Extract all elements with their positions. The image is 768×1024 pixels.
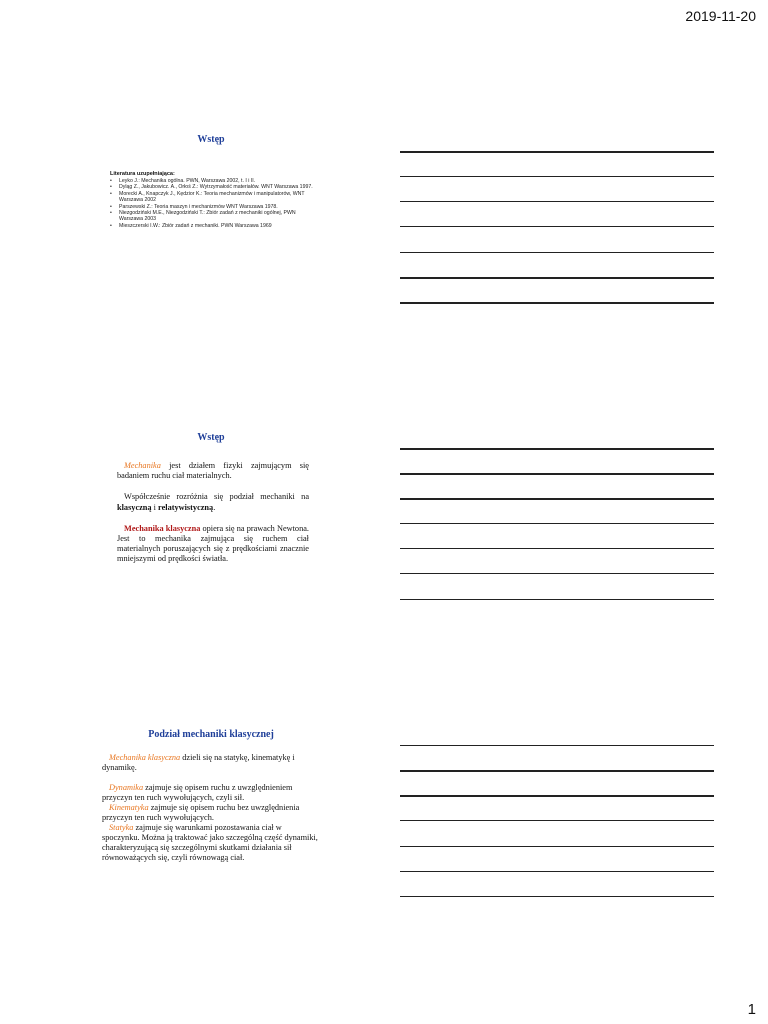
keyword: Mechanika klasyczna (109, 753, 181, 762)
list-item: • Niezgodziński M.E., Niezgodziński T.: Zbiór zadań z mechaniki ogólnej, PWN Warszawa 2003 (110, 210, 314, 223)
slide-title: Wstęp (197, 134, 225, 145)
note-line (400, 770, 714, 772)
paragraph: Kinematyka zajmuje się opisem ruchu bez uwzględnienia przyczyn ten ruch wywołujących. (102, 803, 300, 822)
paragraph: Współcześnie rozróżnia się podział mechaniki na klasyczną i relatywistyczną. (117, 492, 309, 512)
slide-1 (100, 134, 322, 229)
note-line (400, 599, 714, 600)
keyword: relatywistyczną (158, 502, 214, 512)
note-line (400, 201, 714, 202)
keyword: Kinematyka (109, 803, 149, 812)
note-line (400, 523, 714, 524)
note-line (400, 573, 714, 574)
note-line (400, 226, 714, 227)
note-line (400, 795, 714, 797)
paragraph: Mechanika klasyczna dzieli się na statykę, kinematykę i dynamikę. (102, 753, 295, 772)
note-line (400, 871, 714, 872)
note-line (400, 548, 714, 549)
page-number: 1 (747, 1001, 756, 1018)
list-item: • Morecki A., Knapczyk J., Kędzior K.: Teoria mechanizmów i manipulatorów, WNT Warszawa 2002 (110, 191, 314, 204)
list-item: • Leyko J.: Mechanika ogólna. PWN, Warszawa 2002, t. I i II. (110, 178, 314, 184)
note-line (400, 473, 714, 475)
keyword: Statyka (109, 823, 134, 832)
note-line (400, 277, 714, 279)
paragraph: Statyka zajmuje się warunkami pozostawania ciał w spoczynku. Można ją traktować jako szczególną część dynamiki, charakteryzującą się szczególnymi skutkami działania sił równoważących się, czyli równowagą ciał. (102, 823, 318, 862)
paragraph: Mechanika jest działem fizyki zajmującym się badaniem ruchu ciał materialnych. (117, 461, 309, 481)
note-line (400, 151, 714, 153)
note-line (400, 846, 714, 847)
slide-title: Wstęp (197, 432, 225, 443)
note-line (400, 448, 714, 450)
note-line (400, 176, 714, 177)
list-item: • Parszewski Z.: Teoria maszyn i mechanizmów WNT Warszawa 1978. (110, 204, 314, 210)
header-date: 2019-11-20 (685, 8, 756, 24)
keyword: Mechanika klasyczna (124, 523, 201, 533)
slide-title: Podział mechaniki klasycznej (148, 729, 274, 740)
keyword: Dynamika (109, 783, 144, 792)
paragraph: Mechanika klasyczna opiera się na prawach Newtona. Jest to mechanika zajmująca się ruchem ciał materialnych poruszających się z prędkościami znacznie mniejszymi od prędkości światła. (117, 523, 309, 564)
slide-3 (100, 729, 322, 863)
note-line (400, 252, 714, 253)
note-line (400, 498, 714, 500)
keyword: klasyczną (117, 502, 152, 512)
list-item: • Mieszczerski I.W.: Zbiór zadań z mechaniki. PWN Warszawa 1969 (110, 223, 314, 229)
list-item: • Dyląg Z., Jakubowicz. A., Orłoś Z.: Wytrzymałość materiałów. WNT Warszawa 1997. (110, 184, 314, 190)
note-line (400, 896, 714, 897)
literature-heading: Literatura uzupełniająca: (110, 171, 175, 177)
slide-2 (100, 432, 322, 576)
note-line (400, 820, 714, 821)
keyword: Mechanika (124, 461, 161, 470)
literature-list (100, 178, 322, 229)
paragraph: Dynamika zajmuje się opisem ruchu z uwzględnieniem przyczyn ten ruch wywołujących, czyli sił. (102, 783, 293, 802)
note-line (400, 745, 714, 746)
note-line (400, 302, 714, 304)
